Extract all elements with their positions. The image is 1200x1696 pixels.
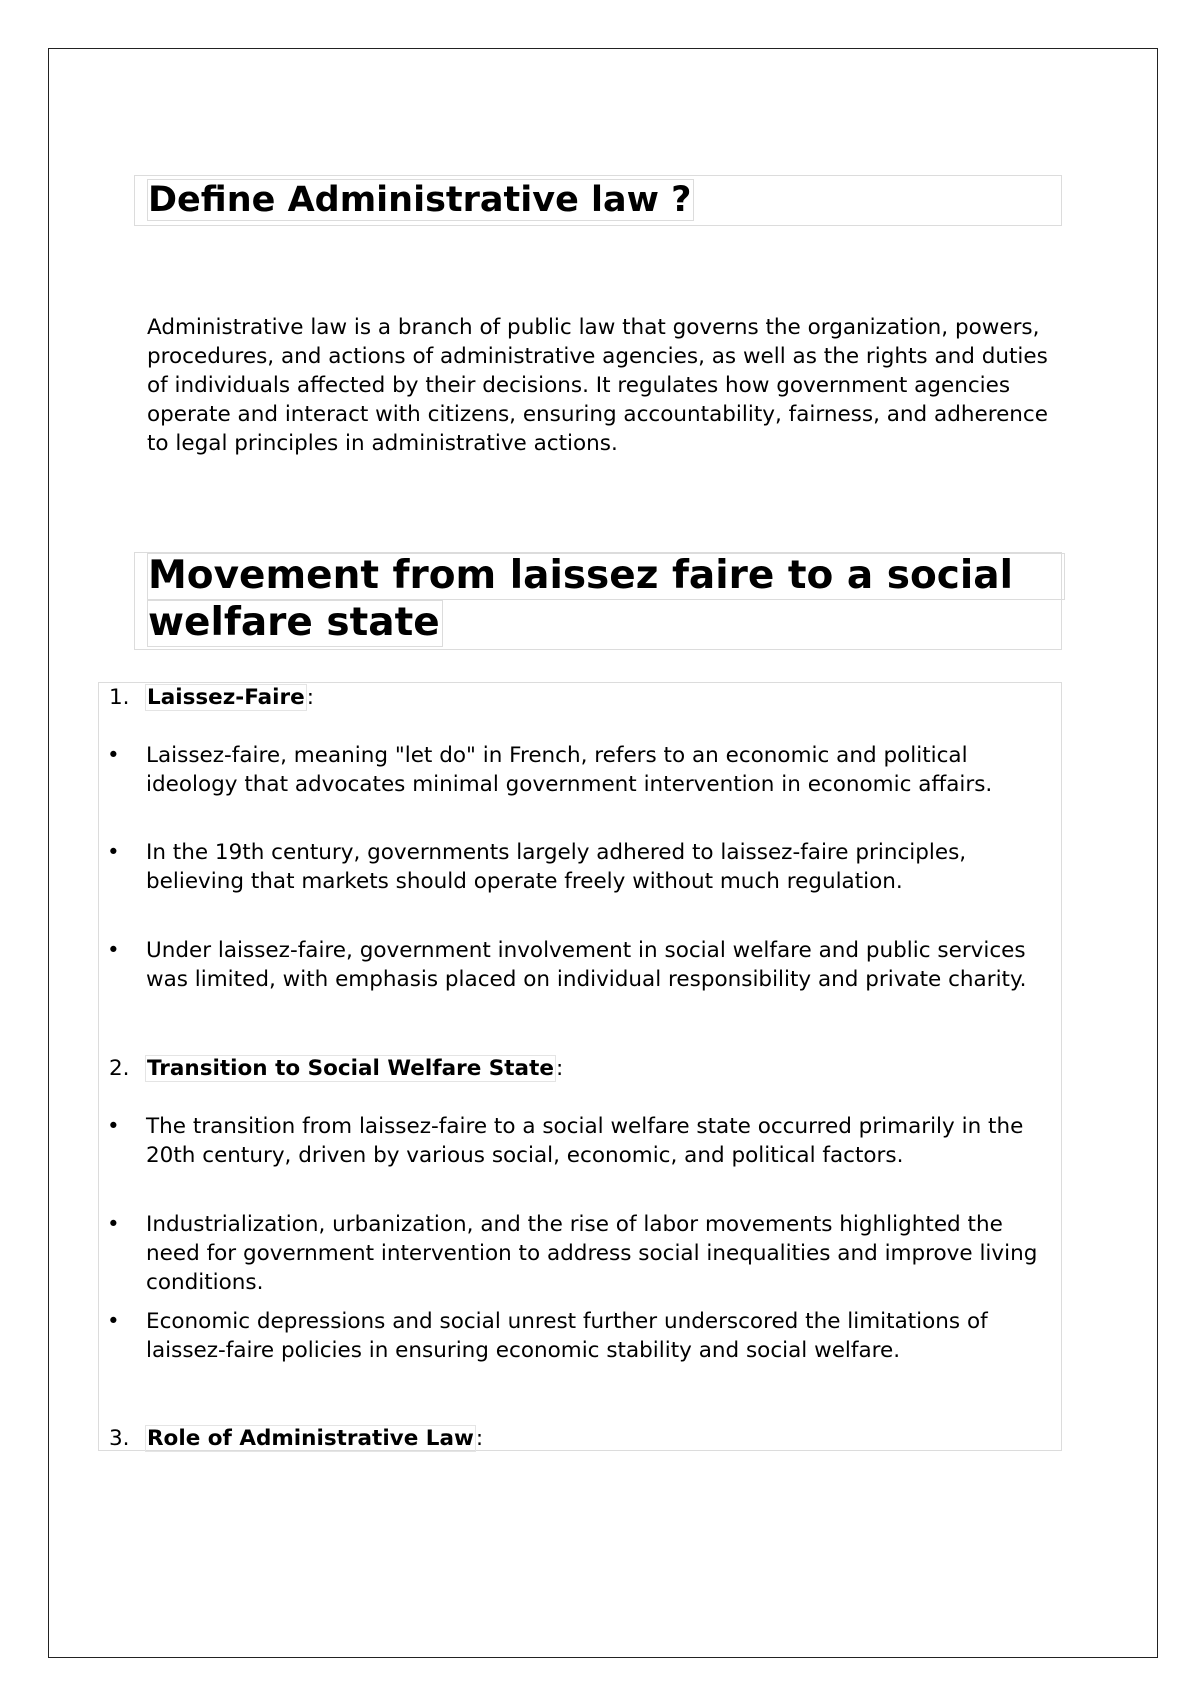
bullet-text: The transition from laissez-faire to a social welfare state occurred primarily in the 20th century, driven by various social, economic, and political factors.	[146, 1114, 1024, 1168]
section-title-suffix: :	[555, 1056, 564, 1081]
list-number: 2.	[109, 1056, 130, 1081]
bullet-text: Laissez-faire, meaning "let do" in French, refers to an economic and political ideology that advocates minimal government intervention in economic affairs.	[146, 743, 993, 797]
heading-define-admin-law: Define Administrative law ?	[147, 179, 694, 221]
section-title-suffix: :	[475, 1426, 484, 1451]
list-number: 1.	[109, 685, 130, 710]
bullet-dot: •	[107, 743, 120, 768]
bullet-item	[107, 1307, 1062, 1365]
heading-define-admin-law-box	[134, 175, 1062, 226]
heading-movement-line1: Movement from laissez faire to a social	[147, 553, 1065, 600]
bullet-text: Industrialization, urbanization, and the rise of labor movements highlighted the need for government intervention to address social inequalities and improve living conditions.	[146, 1212, 1038, 1295]
section-title: Transition to Social Welfare State	[147, 1056, 554, 1081]
intro-paragraph: Administrative law is a branch of public law that governs the organization, powers, procedures, and actions of administrative agencies, as well as the rights and duties of individuals affected by their decisions. It regulates how government agencies operate and interact with citizens, ensuring accountability, fairness, and adherence to legal principles in administrative actions.	[147, 315, 1048, 456]
bullet-item	[107, 1210, 1062, 1297]
heading-movement-line2: welfare state	[147, 600, 443, 647]
bullet-item	[107, 838, 1062, 896]
bullet-dot: •	[107, 938, 120, 963]
bullet-text: Economic depressions and social unrest further underscored the limitations of laissez-faire policies in ensuring economic stability and social welfare.	[146, 1309, 988, 1363]
list-item-laissez-faire	[109, 683, 314, 712]
section-title-suffix: :	[306, 685, 314, 710]
list-item-role-admin-law	[109, 1424, 483, 1453]
list-item-transition	[109, 1054, 563, 1083]
bullet-dot: •	[107, 840, 120, 865]
bullet-item	[107, 741, 1062, 799]
bullet-dot: •	[107, 1309, 120, 1334]
section-title: Laissez-Faire	[147, 685, 305, 710]
list-number: 3.	[109, 1426, 130, 1451]
numbered-list	[98, 682, 1062, 1451]
bullet-dot: •	[107, 1212, 120, 1237]
bullet-item	[107, 936, 1062, 994]
bullet-text: In the 19th century, governments largely adhered to laissez-faire principles, believing that markets should operate freely without much regulation.	[146, 840, 967, 894]
bullet-text: Under laissez-faire, government involvement in social welfare and public services was limited, with emphasis placed on individual responsibility and private charity.	[146, 938, 1027, 992]
bullet-dot: •	[107, 1114, 120, 1139]
heading-movement-box	[134, 552, 1062, 650]
section-title: Role of Administrative Law	[147, 1426, 474, 1451]
bullet-item	[107, 1112, 1062, 1170]
